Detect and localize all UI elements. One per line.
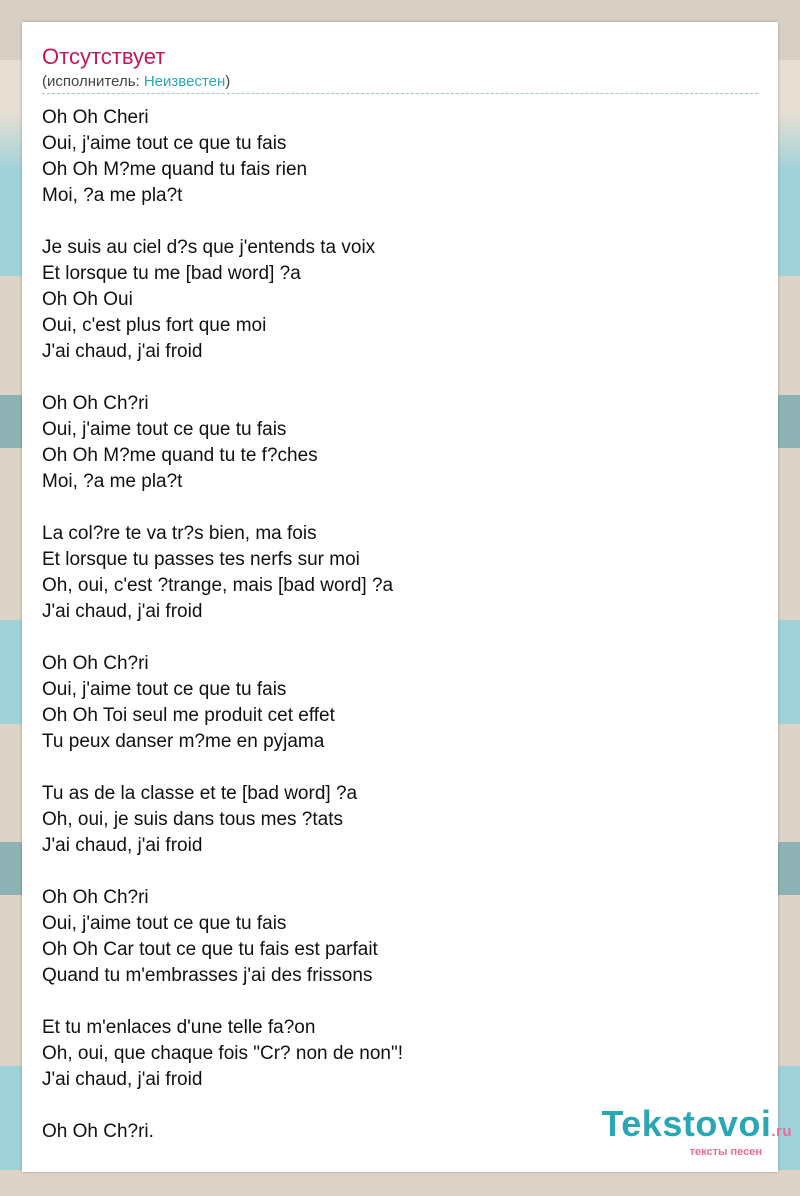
divider: [42, 93, 758, 94]
lyric-line: Je suis au ciel d?s que j'entends ta voix: [42, 237, 376, 258]
lyric-line: Tu as de la classe et te [bad word] ?a: [42, 783, 358, 804]
artist-suffix: ): [225, 73, 231, 90]
lyric-line: Oh Oh Ch?ri.: [42, 1121, 154, 1142]
lyric-line: Et lorsque tu me [bad word] ?a: [42, 263, 301, 284]
lyric-line: Oh Oh Toi seul me produit cet effet: [42, 705, 335, 726]
lyric-line: Quand tu m'embrasses j'ai des frissons: [42, 965, 373, 986]
stanza-break: [42, 1093, 403, 1119]
lyric-line: Oui, j'aime tout ce que tu fais: [42, 419, 287, 440]
logo-tagline: тексты песен: [689, 1146, 762, 1158]
lyric-line: Oh Oh Ch?ri: [42, 653, 149, 674]
stanza-break: [42, 755, 403, 781]
lyric-line: Moi, ?a me pla?t: [42, 471, 183, 492]
song-title: Отсутствует: [42, 44, 166, 69]
lyric-line: Tu peux danser m?me en pyjama: [42, 731, 325, 752]
stanza-break: [42, 859, 403, 885]
stanza-break: [42, 625, 403, 651]
lyric-line: J'ai chaud, j'ai froid: [42, 835, 203, 856]
lyric-line: Oui, j'aime tout ce que tu fais: [42, 133, 287, 154]
logo-name: Tekstovoi: [601, 1103, 772, 1144]
lyric-line: Oh Oh Cheri: [42, 107, 149, 128]
lyric-line: Oh, oui, c'est ?trange, mais [bad word] ?a: [42, 575, 394, 596]
lyric-line: Oh Oh M?me quand tu te f?ches: [42, 445, 318, 466]
stanza-break: [42, 495, 403, 521]
artist-prefix: (исполнитель:: [42, 73, 144, 90]
lyric-line: Oh Oh Ch?ri: [42, 393, 149, 414]
lyric-line: Oh Oh M?me quand tu fais rien: [42, 159, 308, 180]
lyric-line: Oh, oui, je suis dans tous mes ?tats: [42, 809, 343, 830]
lyric-line: Et lorsque tu passes tes nerfs sur moi: [42, 549, 360, 570]
artist-link[interactable]: Неизвестен: [143, 73, 226, 90]
site-logo[interactable]: [601, 1103, 792, 1158]
lyrics-text: [42, 105, 403, 1145]
lyric-line: Oh Oh Oui: [42, 289, 133, 310]
lyric-line: Moi, ?a me pla?t: [42, 185, 183, 206]
lyric-line: Oh, oui, que chaque fois "Cr? non de non"!: [42, 1043, 404, 1064]
lyric-line: J'ai chaud, j'ai froid: [42, 1069, 203, 1090]
lyric-line: Oui, j'aime tout ce que tu fais: [42, 679, 287, 700]
stanza-break: [42, 209, 403, 235]
stanza-break: [42, 365, 403, 391]
lyric-line: Oui, c'est plus fort que moi: [42, 315, 267, 336]
artist-line: [42, 72, 230, 92]
lyric-line: Oui, j'aime tout ce que tu fais: [42, 913, 287, 934]
lyric-line: Oh Oh Car tout ce que tu fais est parfait: [42, 939, 378, 960]
lyric-line: Oh Oh Ch?ri: [42, 887, 149, 908]
logo-tld: .ru: [771, 1123, 792, 1140]
lyric-line: Et tu m'enlaces d'une telle fa?on: [42, 1017, 316, 1038]
lyric-line: J'ai chaud, j'ai froid: [42, 341, 203, 362]
stanza-break: [42, 989, 403, 1015]
lyrics-card: [22, 22, 778, 1172]
lyric-line: La col?re te va tr?s bien, ma fois: [42, 523, 317, 544]
lyric-line: J'ai chaud, j'ai froid: [42, 601, 203, 622]
